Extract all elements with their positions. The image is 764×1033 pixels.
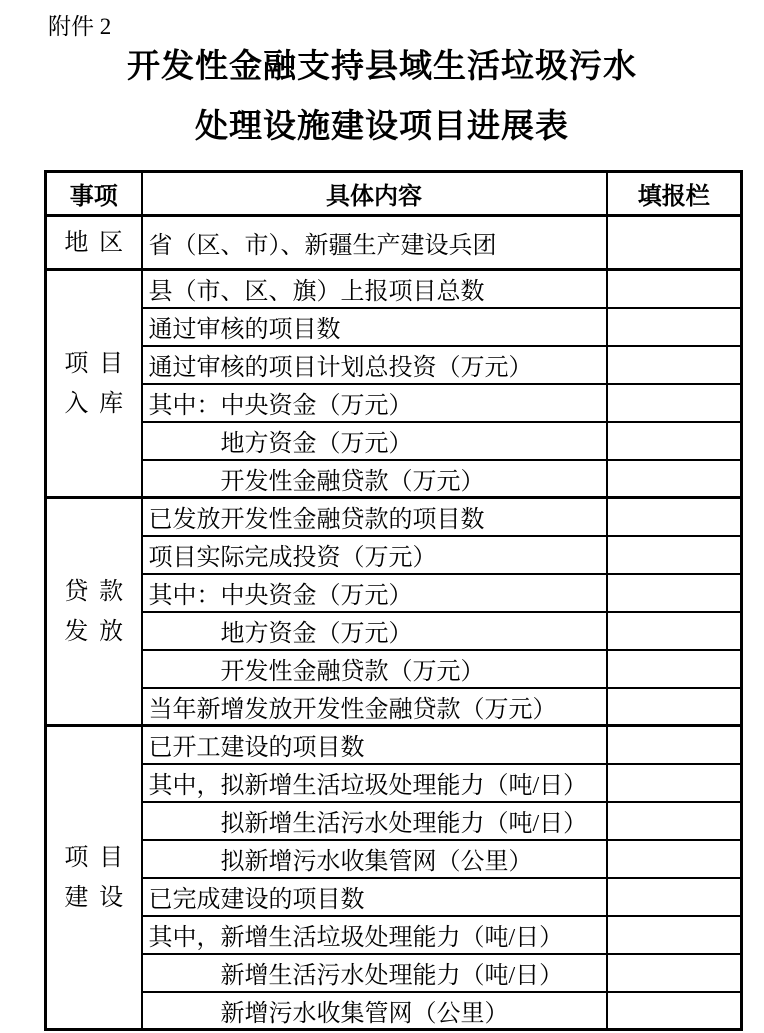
fill-in-cell (607, 878, 742, 916)
fill-in-cell (607, 764, 742, 802)
table-row (46, 650, 742, 688)
fill-in-cell (607, 498, 742, 536)
fill-in-cell (607, 384, 742, 422)
content-cell: 地方资金（万元） (142, 422, 607, 460)
table-row (46, 460, 742, 498)
content-cell: 已发放开发性金融贷款的项目数 (142, 498, 607, 536)
table-row (46, 764, 742, 802)
fill-in-cell (607, 536, 742, 574)
table-header-row (46, 172, 742, 216)
content-cell: 已完成建设的项目数 (142, 878, 607, 916)
fill-in-cell (607, 308, 742, 346)
table-row (46, 612, 742, 650)
content-cell: 新增生活污水处理能力（吨/日） (142, 954, 607, 992)
content-cell: 新增污水收集管网（公里） (142, 992, 607, 1030)
content-cell: 通过审核的项目计划总投资（万元） (142, 346, 607, 384)
content-cell: 已开工建设的项目数 (142, 726, 607, 764)
column-header-details: 具体内容 (142, 172, 607, 216)
fill-in-cell (607, 650, 742, 688)
section-label-line: 建设 (64, 884, 134, 911)
table-body (46, 216, 742, 1030)
table-row (46, 992, 742, 1030)
fill-in-cell (607, 992, 742, 1030)
fill-in-cell (607, 612, 742, 650)
content-cell: 开发性金融贷款（万元） (142, 650, 607, 688)
table-row (46, 840, 742, 878)
fill-in-cell (607, 270, 742, 308)
content-cell: 通过审核的项目数 (142, 308, 607, 346)
section-label-line: 贷款 (64, 578, 134, 605)
content-cell: 县（市、区、旗）上报项目总数 (142, 270, 607, 308)
content-cell: 开发性金融贷款（万元） (142, 460, 607, 498)
table-row (46, 384, 742, 422)
content-cell: 其中，新增生活垃圾处理能力（吨/日） (142, 916, 607, 954)
content-cell: 其中，拟新增生活垃圾处理能力（吨/日） (142, 764, 607, 802)
fill-in-cell (607, 346, 742, 384)
column-header-item: 事项 (46, 172, 142, 216)
table-row (46, 574, 742, 612)
table-row (46, 346, 742, 384)
progress-table (44, 170, 743, 1031)
content-cell: 拟新增生活污水处理能力（吨/日） (142, 802, 607, 840)
content-cell: 其中：中央资金（万元） (142, 384, 607, 422)
fill-in-cell (607, 574, 742, 612)
section-label-line: 入库 (64, 390, 134, 417)
table-row (46, 916, 742, 954)
table-row (46, 536, 742, 574)
section-label-region (46, 216, 142, 270)
fill-in-cell (607, 688, 742, 726)
table-row (46, 954, 742, 992)
content-cell: 省（区、市）、新疆生产建设兵团 (142, 216, 607, 270)
content-cell: 地方资金（万元） (142, 612, 607, 650)
fill-in-cell (607, 954, 742, 992)
fill-in-cell (607, 840, 742, 878)
page-title (0, 36, 764, 156)
column-header-fill-in: 填报栏 (607, 172, 742, 216)
section-label-line: 项目 (64, 350, 134, 377)
table-row (46, 422, 742, 460)
title-line-2: 处理设施建设项目进展表 (195, 107, 569, 144)
fill-in-cell (607, 726, 742, 764)
fill-in-cell (607, 422, 742, 460)
table-row (46, 308, 742, 346)
content-cell: 项目实际完成投资（万元） (142, 536, 607, 574)
table-row (46, 216, 742, 270)
section-label-line: 地区 (64, 229, 134, 256)
table-row (46, 726, 742, 764)
content-cell: 当年新增发放开发性金融贷款（万元） (142, 688, 607, 726)
fill-in-cell (607, 460, 742, 498)
table-row (46, 878, 742, 916)
table-row (46, 498, 742, 536)
table-row (46, 270, 742, 308)
section-label-loan-disbursement (46, 498, 142, 726)
fill-in-cell (607, 916, 742, 954)
section-label-project-intake (46, 270, 142, 498)
content-cell: 其中：中央资金（万元） (142, 574, 607, 612)
fill-in-cell (607, 216, 742, 270)
table-row (46, 688, 742, 726)
table-row (46, 802, 742, 840)
section-label-line: 发放 (64, 618, 134, 645)
content-cell: 拟新增污水收集管网（公里） (142, 840, 607, 878)
attachment-label: 附件 2 (48, 14, 112, 39)
section-label-project-construction (46, 726, 142, 1030)
section-label-line: 项目 (64, 844, 134, 871)
title-line-1: 开发性金融支持县域生活垃圾污水 (127, 47, 637, 84)
fill-in-cell (607, 802, 742, 840)
